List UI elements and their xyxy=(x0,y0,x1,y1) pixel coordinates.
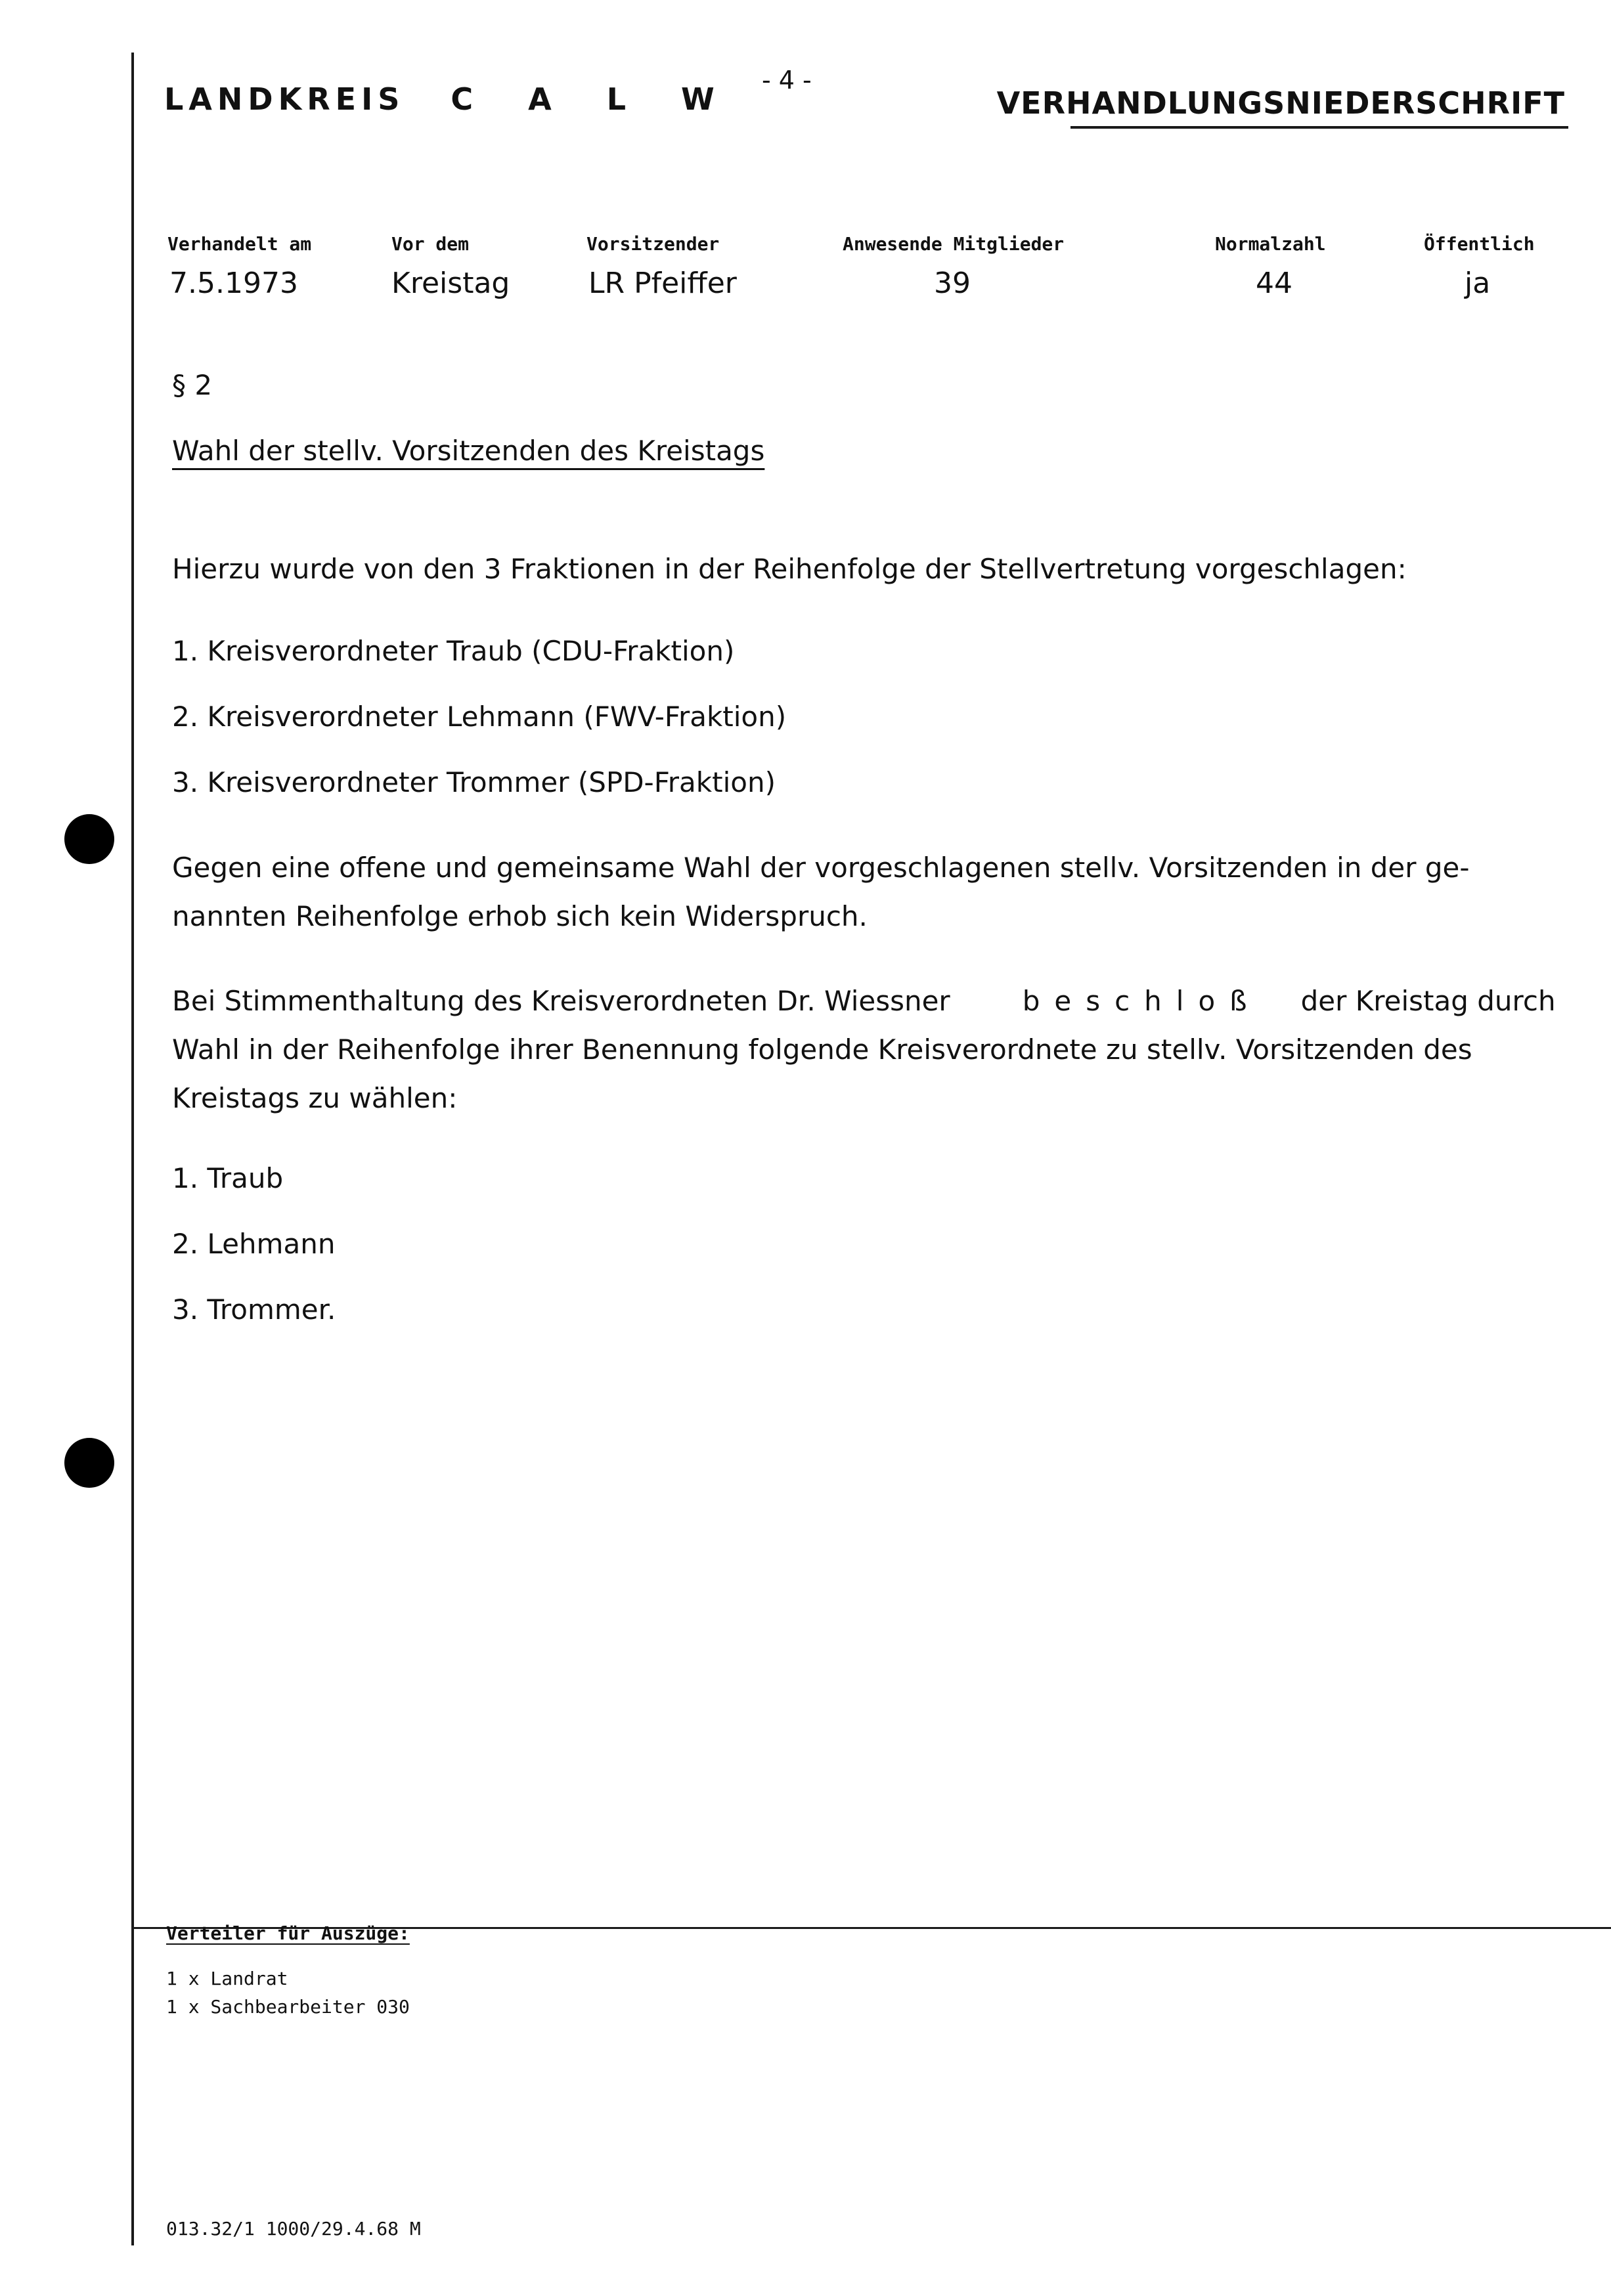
paragraph-segment: Bei Stimmenthaltung des Kreisverordneten Dr. Wiessner xyxy=(172,985,950,1017)
distribution-item: 1 x Landrat xyxy=(166,1968,288,1989)
proposal-item: 1. Kreisverordneter Traub (CDU-Fraktion) xyxy=(172,635,735,667)
paragraph-line xyxy=(172,977,1556,1026)
meta-value-chair: LR Pfeiffer xyxy=(588,267,737,300)
margin-rule xyxy=(131,53,134,2245)
paragraph-line: Wahl in der Reihenfolge ihrer Benennung folgende Kreisverordnete zu stellv. Vorsitzenden des xyxy=(172,1033,1472,1066)
punch-hole-bottom xyxy=(64,1438,114,1488)
meta-value-normal: 44 xyxy=(1256,267,1292,300)
meta-label-body: Vor dem xyxy=(391,233,470,255)
elected-item: 1. Traub xyxy=(172,1162,284,1194)
section-number: § 2 xyxy=(172,369,213,401)
meta-label-public: Öffentlich xyxy=(1424,233,1535,255)
meta-value-body: Kreistag xyxy=(391,267,510,300)
meta-label-present: Anwesende Mitglieder xyxy=(843,233,1065,255)
intro-paragraph: Hierzu wurde von den 3 Fraktionen in der Reihenfolge der Stellvertretung vorgeschlagen: xyxy=(172,553,1407,585)
district-label: LANDKREIS xyxy=(164,81,405,117)
meta-value-public: ja xyxy=(1465,267,1491,300)
proposal-item: 3. Kreisverordneter Trommer (SPD-Fraktion) xyxy=(172,766,776,798)
document-type-underline xyxy=(1070,126,1568,129)
meta-label-normal: Normalzahl xyxy=(1215,233,1326,255)
paragraph-line: Gegen eine offene und gemeinsame Wahl der vorgeschlagenen stellv. Vorsitzenden in der ge- xyxy=(172,852,1470,884)
district-name: C A L W xyxy=(451,81,737,117)
distribution-title: Verteiler für Auszüge: xyxy=(166,1922,410,1944)
elected-item: 2. Lehmann xyxy=(172,1228,336,1260)
form-code: 013.32/1 1000/29.4.68 M xyxy=(166,2218,421,2240)
document-type: VERHANDLUNGSNIEDERSCHRIFT xyxy=(996,85,1565,121)
meta-value-present: 39 xyxy=(934,267,971,300)
meta-value-date: 7.5.1973 xyxy=(169,267,298,300)
proposal-item: 2. Kreisverordneter Lehmann (FWV-Fraktion) xyxy=(172,701,787,733)
meta-label-date: Verhandelt am xyxy=(167,233,312,255)
paragraph-segment: der Kreistag durch xyxy=(1300,985,1556,1017)
district-header xyxy=(164,81,737,117)
section-title: Wahl der stellv. Vorsitzenden des Kreistags xyxy=(172,435,765,467)
punch-hole-top xyxy=(64,814,114,864)
meta-label-chair: Vorsitzender xyxy=(586,233,720,255)
paragraph-line: Kreistags zu wählen: xyxy=(172,1082,458,1114)
resolution-word: beschloß xyxy=(1022,985,1262,1017)
page-number: - 4 - xyxy=(762,66,812,95)
distribution-item: 1 x Sachbearbeiter 030 xyxy=(166,1996,410,2018)
elected-item: 3. Trommer. xyxy=(172,1293,336,1326)
paragraph-line: nannten Reihenfolge erhob sich kein Widerspruch. xyxy=(172,900,868,932)
